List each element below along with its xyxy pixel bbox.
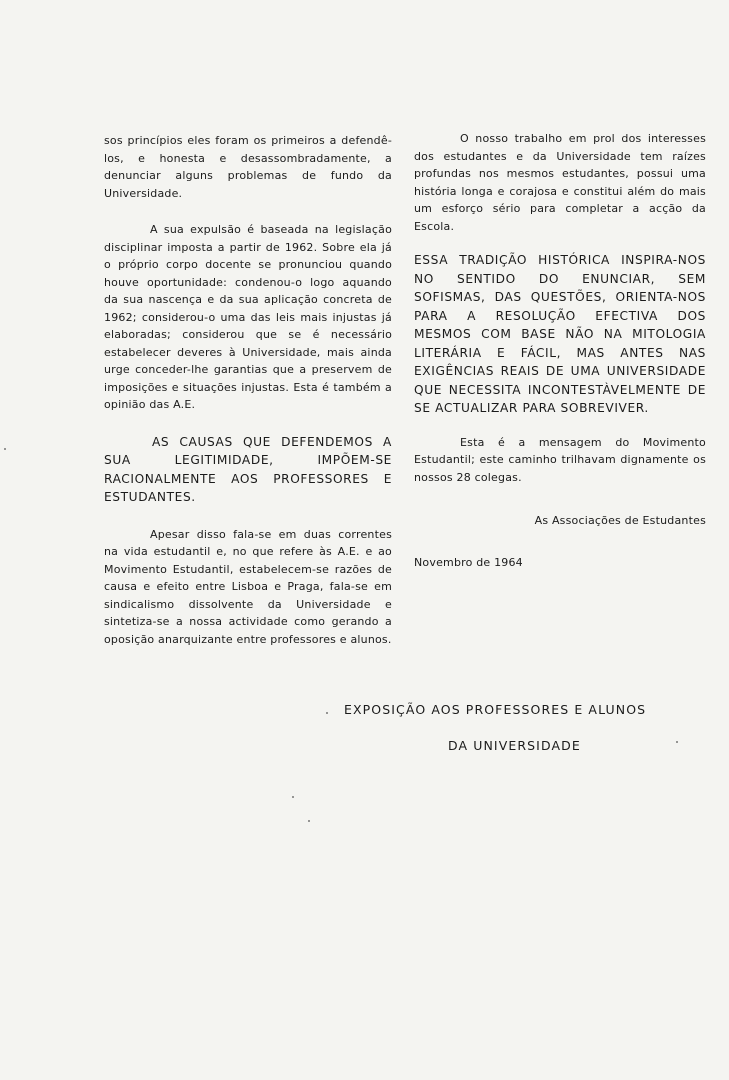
document-title-line-1: EXPOSIÇÃO AOS PROFESSORES E ALUNOS (344, 702, 647, 717)
scan-speck (292, 796, 294, 798)
signature: As Associações de Estudantes (534, 514, 706, 527)
right-paragraph-3: Esta é a mensagem do Movimento Estudantil; este caminho trilhavam dignamente os nossos 28 colegas. (414, 435, 706, 484)
left-paragraph-2: A sua expulsão é baseada na legislação disciplinar imposta a partir de 1962. Sobre ela já o próprio corpo docente se pronunciou quando houve oportunidade: condenou-o logo aquando da sua nascença e da sua aplicação concreta de 1962; considerou-o uma das leis mais injustas já elaboradas; considerou que se é necessário estabelecer deveres à Universidade, mais ainda urge conceder-lhe garantias que a preservem de imposições e situações injustas. Esta é também a opinião das A.E. (104, 223, 392, 411)
left-paragraph-1: sos princípios eles foram os primeiros a defendê-los, e honesta e desassombradamente, a denunciar alguns problemas de fundo da Universidade. (104, 134, 392, 200)
left-paragraph-4: Apesar disso fala-se em duas correntes na vida estudantil e, no que refere às A.E. e ao Movimento Estudantil, estabelecem-se razões de causa e efeito entre Lisboa e Praga, fala-se em sindicalismo dissolvente da Universidade e sintetiza-se a nossa actividade como gerando a oposição anarquizante entre professores e alunos. (104, 527, 392, 646)
right-column (414, 130, 706, 571)
scan-speck (676, 741, 678, 743)
left-column (104, 132, 392, 648)
scan-speck (308, 820, 310, 822)
right-caps-paragraph: ESSA TRADIÇÃO HISTÓRICA INSPIRA-NOS NO SENTIDO DO ENUNCIAR, SEM SOFISMAS, DAS QUESTÕES, ORIENTA-NOS PARA A RESOLUÇÃO EFECTIVA DOS MESMOS COM BASE NÃO NA MITOLOGIA LITERÁRIA E FÁCIL, MAS ANTES NAS EXIGÊNCIAS REAIS DE UMA UNIVERSIDADE QUE NECESSITA INCONTESTÀVELMENTE DE SE ACTUALIZAR PARA SOBREVIVER. (414, 253, 706, 415)
scan-speck (4, 448, 6, 450)
document-date: Novembro de 1964 (414, 555, 523, 569)
left-caps-paragraph: AS CAUSAS QUE DEFENDEMOS A SUA LEGITIMIDADE, IMPÕEM-SE RACIONALMENTE AOS PROFESSORES E ESTUDANTES. (104, 434, 392, 504)
scan-speck (326, 712, 328, 714)
document-title-line-2: DA UNIVERSIDADE (448, 738, 581, 753)
right-paragraph-1: O nosso trabalho em prol dos interesses dos estudantes e da Universidade tem raízes profundas nos mesmos estudantes, possui uma história longa e corajosa e constitui além do mais um esforço sério para completar a acção da Escola. (414, 132, 706, 233)
